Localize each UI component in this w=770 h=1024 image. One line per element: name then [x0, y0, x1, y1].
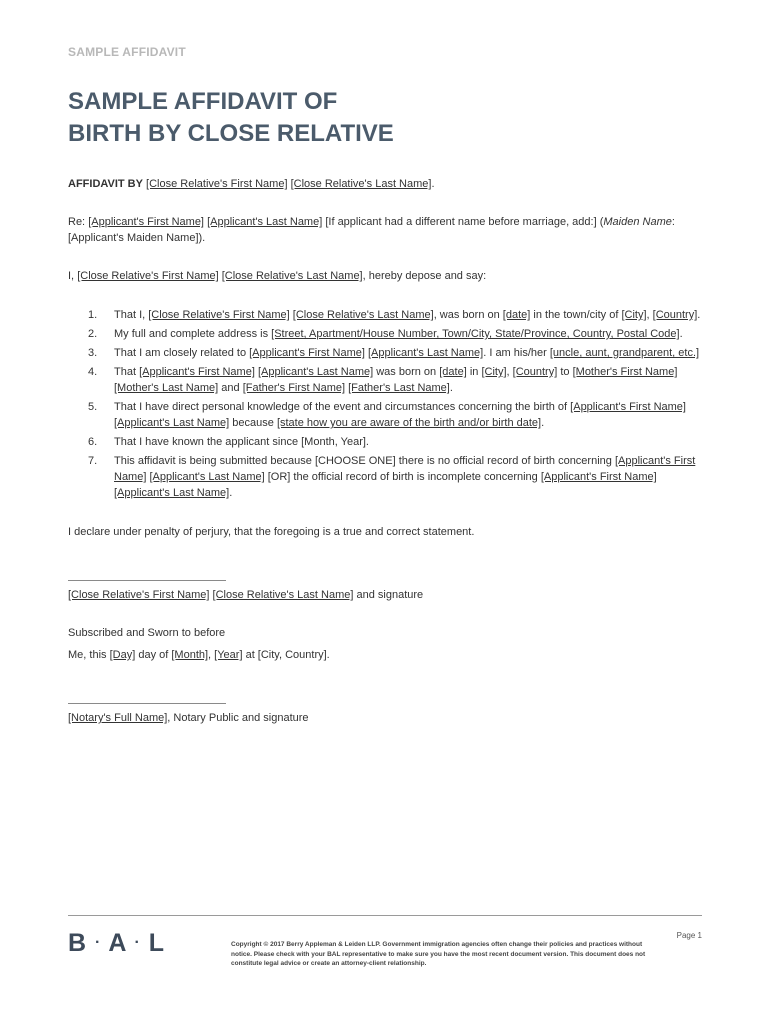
title-line-2: BIRTH BY CLOSE RELATIVE	[68, 120, 394, 147]
list-item: 1. That I, [Close Relative's First Name] [Close Relative's Last Name], was born on [date] in the town/city of [City], [Country].	[88, 309, 701, 321]
maiden-value: : [Applicant's Maiden Name]).	[68, 216, 675, 244]
notary-caption: [Notary's Full Name], Notary Public and signature	[68, 712, 309, 724]
maiden-note: [If applicant had a different name before marriage, add:] (	[325, 216, 604, 228]
signature-block	[68, 580, 708, 603]
signature-caption: [Close Relative's First Name] [Close Relative's Last Name] and signature	[68, 589, 424, 601]
statement-list	[68, 307, 708, 501]
title-line-1: SAMPLE AFFIDAVIT OF	[68, 88, 338, 115]
list-item: 5. That I have direct personal knowledge of the event and circumstances concerning the birth of [Applicant's First Name] [Applicant's Last Name] because [state how you are aware of the birth and/or birth date].	[88, 401, 686, 429]
applicant-first-name: [Applicant's First Name]	[88, 216, 204, 228]
re-prefix: Re:	[68, 216, 86, 228]
copyright-notice: Copyright © 2017 Berry Appleman & Leiden LLP. Government immigration agencies often change their policies and practices without notice. Please check with your BAL representative to make sure you have the most recent document version. This document does not constitute legal advice or create an attorney-client relationship.	[231, 941, 646, 967]
applicant-last-name: [Applicant's Last Name]	[207, 216, 323, 228]
subscribed-line-2: Me, this [Day] day of [Month], [Year] at [City, Country].	[68, 649, 330, 661]
maiden-label: Maiden Name	[603, 216, 672, 228]
list-item: 6. That I have known the applicant since [Month, Year].	[88, 436, 369, 448]
list-item: 2. My full and complete address is [Street, Apartment/House Number, Town/City, State/Province, Country, Postal Code].	[88, 328, 683, 340]
relative-first-name: [Close Relative's First Name]	[77, 270, 219, 282]
relative-last-name: [Close Relative's Last Name]	[221, 270, 363, 282]
subscribed-line-1: Subscribed and Sworn to before	[68, 627, 226, 639]
list-item: 3. That I am closely related to [Applicant's First Name] [Applicant's Last Name]. I am his/her [uncle, aunt, grandparent, etc.]	[88, 347, 700, 359]
declaration: I declare under penalty of perjury, that the foregoing is a true and correct statement.	[68, 526, 475, 538]
header-label: SAMPLE AFFIDAVIT	[68, 45, 186, 59]
footer-divider	[68, 915, 702, 916]
relative-last-name: [Close Relative's Last Name]	[290, 178, 432, 190]
document-body	[68, 176, 708, 726]
intro-paragraph: I, [Close Relative's First Name] [Close Relative's Last Name], hereby depose and say:	[68, 270, 487, 282]
relative-first-name: [Close Relative's First Name]	[146, 178, 288, 190]
notary-block	[68, 703, 708, 726]
signature-line	[68, 580, 226, 581]
notary-signature-line	[68, 703, 226, 704]
list-item: 7. This affidavit is being submitted because [CHOOSE ONE] there is no official record of birth concerning [Applicant's First Name] [Applicant's Last Name] [OR] the official record of birth is incomplete concerning [Applicant's First Name] [Applicant's Last Name].	[88, 455, 696, 499]
re-paragraph	[68, 214, 708, 246]
bal-logo: B · A · L	[68, 929, 166, 957]
page-number: Page 1	[676, 931, 702, 940]
document-title	[68, 86, 668, 150]
affidavit-by-paragraph: AFFIDAVIT BY [Close Relative's First Name] [Close Relative's Last Name].	[68, 178, 435, 190]
list-item: 4. That [Applicant's First Name] [Applicant's Last Name] was born on [date] in [City], [Country] to [Mother's First Name] [Mother's Last Name] and [Father's First Name] [Father's Last Name].	[88, 366, 678, 394]
affidavit-by-label: AFFIDAVIT BY	[68, 178, 143, 190]
